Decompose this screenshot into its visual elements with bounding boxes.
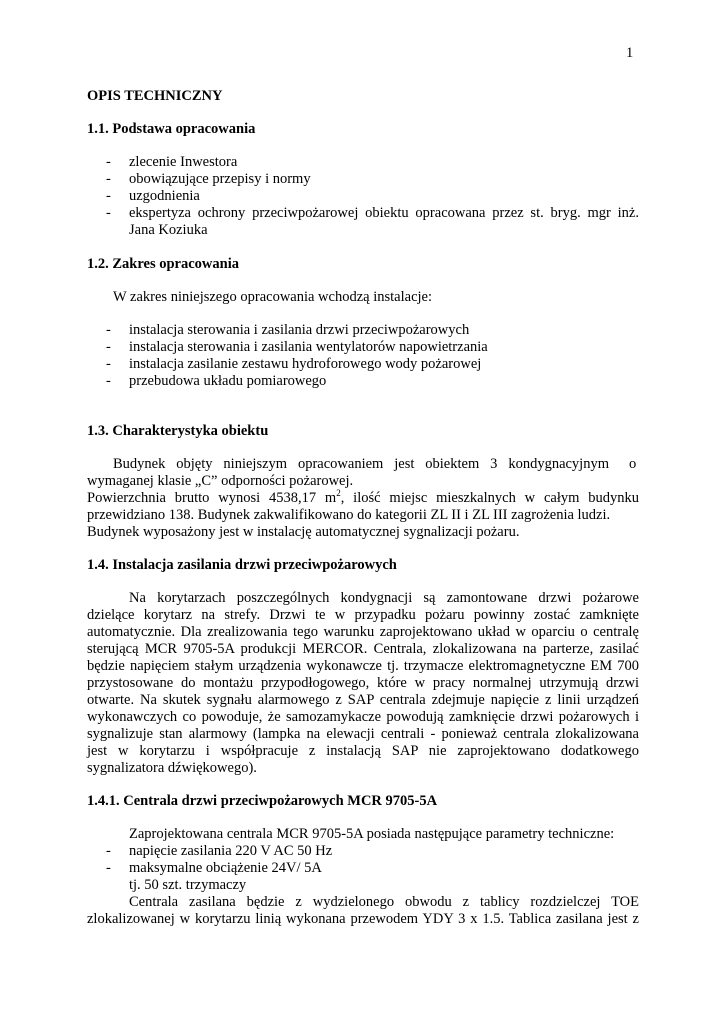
list-dash: - xyxy=(106,373,111,389)
paragraph-line xyxy=(87,490,639,507)
list-dash: - xyxy=(106,339,111,355)
area-text: Powierzchnia brutto wynosi 4538,17 m xyxy=(87,490,337,506)
section-heading-1-4: 1.4. Instalacja zasilania drzwi przeciwpożarowych xyxy=(87,557,397,573)
list-item-continuation: Jana Koziuka xyxy=(129,222,208,238)
list-item: instalacja sterowania i zasilania drzwi przeciwpożarowych xyxy=(129,322,470,338)
paragraph-line: jest w korytarzu i współpracuje z instalacją SAP nie zaprojektowano dodatkowego xyxy=(87,743,639,759)
section-heading-1-2: 1.2. Zakres opracowania xyxy=(87,256,239,272)
paragraph-line: wymaganej klasie „C” odporności pożarowej. xyxy=(87,473,354,489)
paragraph-line: o xyxy=(629,456,637,472)
list-item: uzgodnienia xyxy=(129,188,200,204)
area-unit-superscript: 2 xyxy=(336,488,341,499)
paragraph-line: sterującą MCR 9705-5A produkcji MERCOR. Centrala, zlokalizowana na parterze, zasilać xyxy=(87,641,639,657)
list-item: zlecenie Inwestora xyxy=(129,154,238,170)
list-item: instalacja zasilanie zestawu hydroforowego wody pożarowej xyxy=(129,356,482,372)
list-item: obowiązujące przepisy i normy xyxy=(129,171,311,187)
list-dash: - xyxy=(106,843,111,859)
paragraph-line: otwarte. Na skutek sygnału alarmowego z SAP centrala zdejmuje napięcie z linii urządzeń xyxy=(87,692,639,708)
document-title: OPIS TECHNICZNY xyxy=(87,88,223,104)
paragraph-line: Budynek objęty niniejszym opracowaniem jest obiektem 3 kondygnacyjnym xyxy=(113,456,609,472)
paragraph-line: W zakres niniejszego opracowania wchodzą instalacje: xyxy=(113,289,432,305)
list-item: instalacja sterowania i zasilania wentylatorów napowietrzania xyxy=(129,339,488,355)
list-item: ekspertyza ochrony przeciwpożarowej obiektu opracowana przez st. bryg. mgr inż. xyxy=(129,205,639,221)
paragraph-line: Zaprojektowana centrala MCR 9705-5A posiada następujące parametry techniczne: xyxy=(129,826,615,842)
list-item-continuation: tj. 50 szt. trzymaczy xyxy=(129,877,247,893)
paragraph-line: przewidziano 138. Budynek zakwalifikowano do kategorii ZL II i ZL III zagrożenia ludzi. xyxy=(87,507,611,523)
area-text-rest: , ilość miejsc mieszkalnych w całym budynku xyxy=(340,490,639,506)
section-heading-1-4-1: 1.4.1. Centrala drzwi przeciwpożarowych MCR 9705-5A xyxy=(87,793,438,809)
list-item: przebudowa układu pomiarowego xyxy=(129,373,327,389)
paragraph-line: dzielące korytarz na strefy. Drzwi te w przypadku pożaru powinny zostać zamknięte xyxy=(87,607,639,623)
paragraph-line: automatycznie. Dla zrealizowania tego warunku zaprojektowano układ w oparciu o centralę xyxy=(87,624,639,640)
paragraph-line: sygnalizatora dźwiękowego). xyxy=(87,760,257,776)
paragraph-line: sygnalizuje stan alarmowy (lampka na elewacji centrali - ponieważ centrala zlokalizowana xyxy=(87,726,639,742)
list-dash: - xyxy=(106,860,111,876)
paragraph-line: zlokalizowanej w korytarzu linią wykonana przewodem YDY 3 x 1.5. Tablica zasilana jest z xyxy=(87,911,639,927)
paragraph-line: wykonawczych co powoduje, że samozamykacze powodują zamknięcie drzwi pożarowych i xyxy=(87,709,639,725)
section-heading-1-3: 1.3. Charakterystyka obiektu xyxy=(87,423,269,439)
paragraph-line: Budynek wyposażony jest w instalację automatycznej sygnalizacji pożaru. xyxy=(87,524,520,540)
list-dash: - xyxy=(106,171,111,187)
list-dash: - xyxy=(106,322,111,338)
list-dash: - xyxy=(106,356,111,372)
paragraph-line: będzie napięciem stałym urządzenia wykonawcze tj. trzymacze elektromagnetyczne EM 700 xyxy=(87,658,639,674)
paragraph-line: Na korytarzach poszczególnych kondygnacji są zamontowane drzwi pożarowe xyxy=(129,590,639,606)
list-dash: - xyxy=(106,154,111,170)
section-heading-1-1: 1.1. Podstawa opracowania xyxy=(87,121,256,137)
list-dash: - xyxy=(106,188,111,204)
paragraph-line: przystosowane do montażu przypodłogowego, które w pracy normalnej utrzymują drzwi xyxy=(87,675,639,691)
list-item: maksymalne obciążenie 24V/ 5A xyxy=(129,860,322,876)
paragraph-line: Centrala zasilana będzie z wydzielonego obwodu z tablicy rozdzielczej TOE xyxy=(129,894,639,910)
page-number: 1 xyxy=(626,45,634,61)
list-dash: - xyxy=(106,205,111,221)
list-item: napięcie zasilania 220 V AC 50 Hz xyxy=(129,843,333,859)
